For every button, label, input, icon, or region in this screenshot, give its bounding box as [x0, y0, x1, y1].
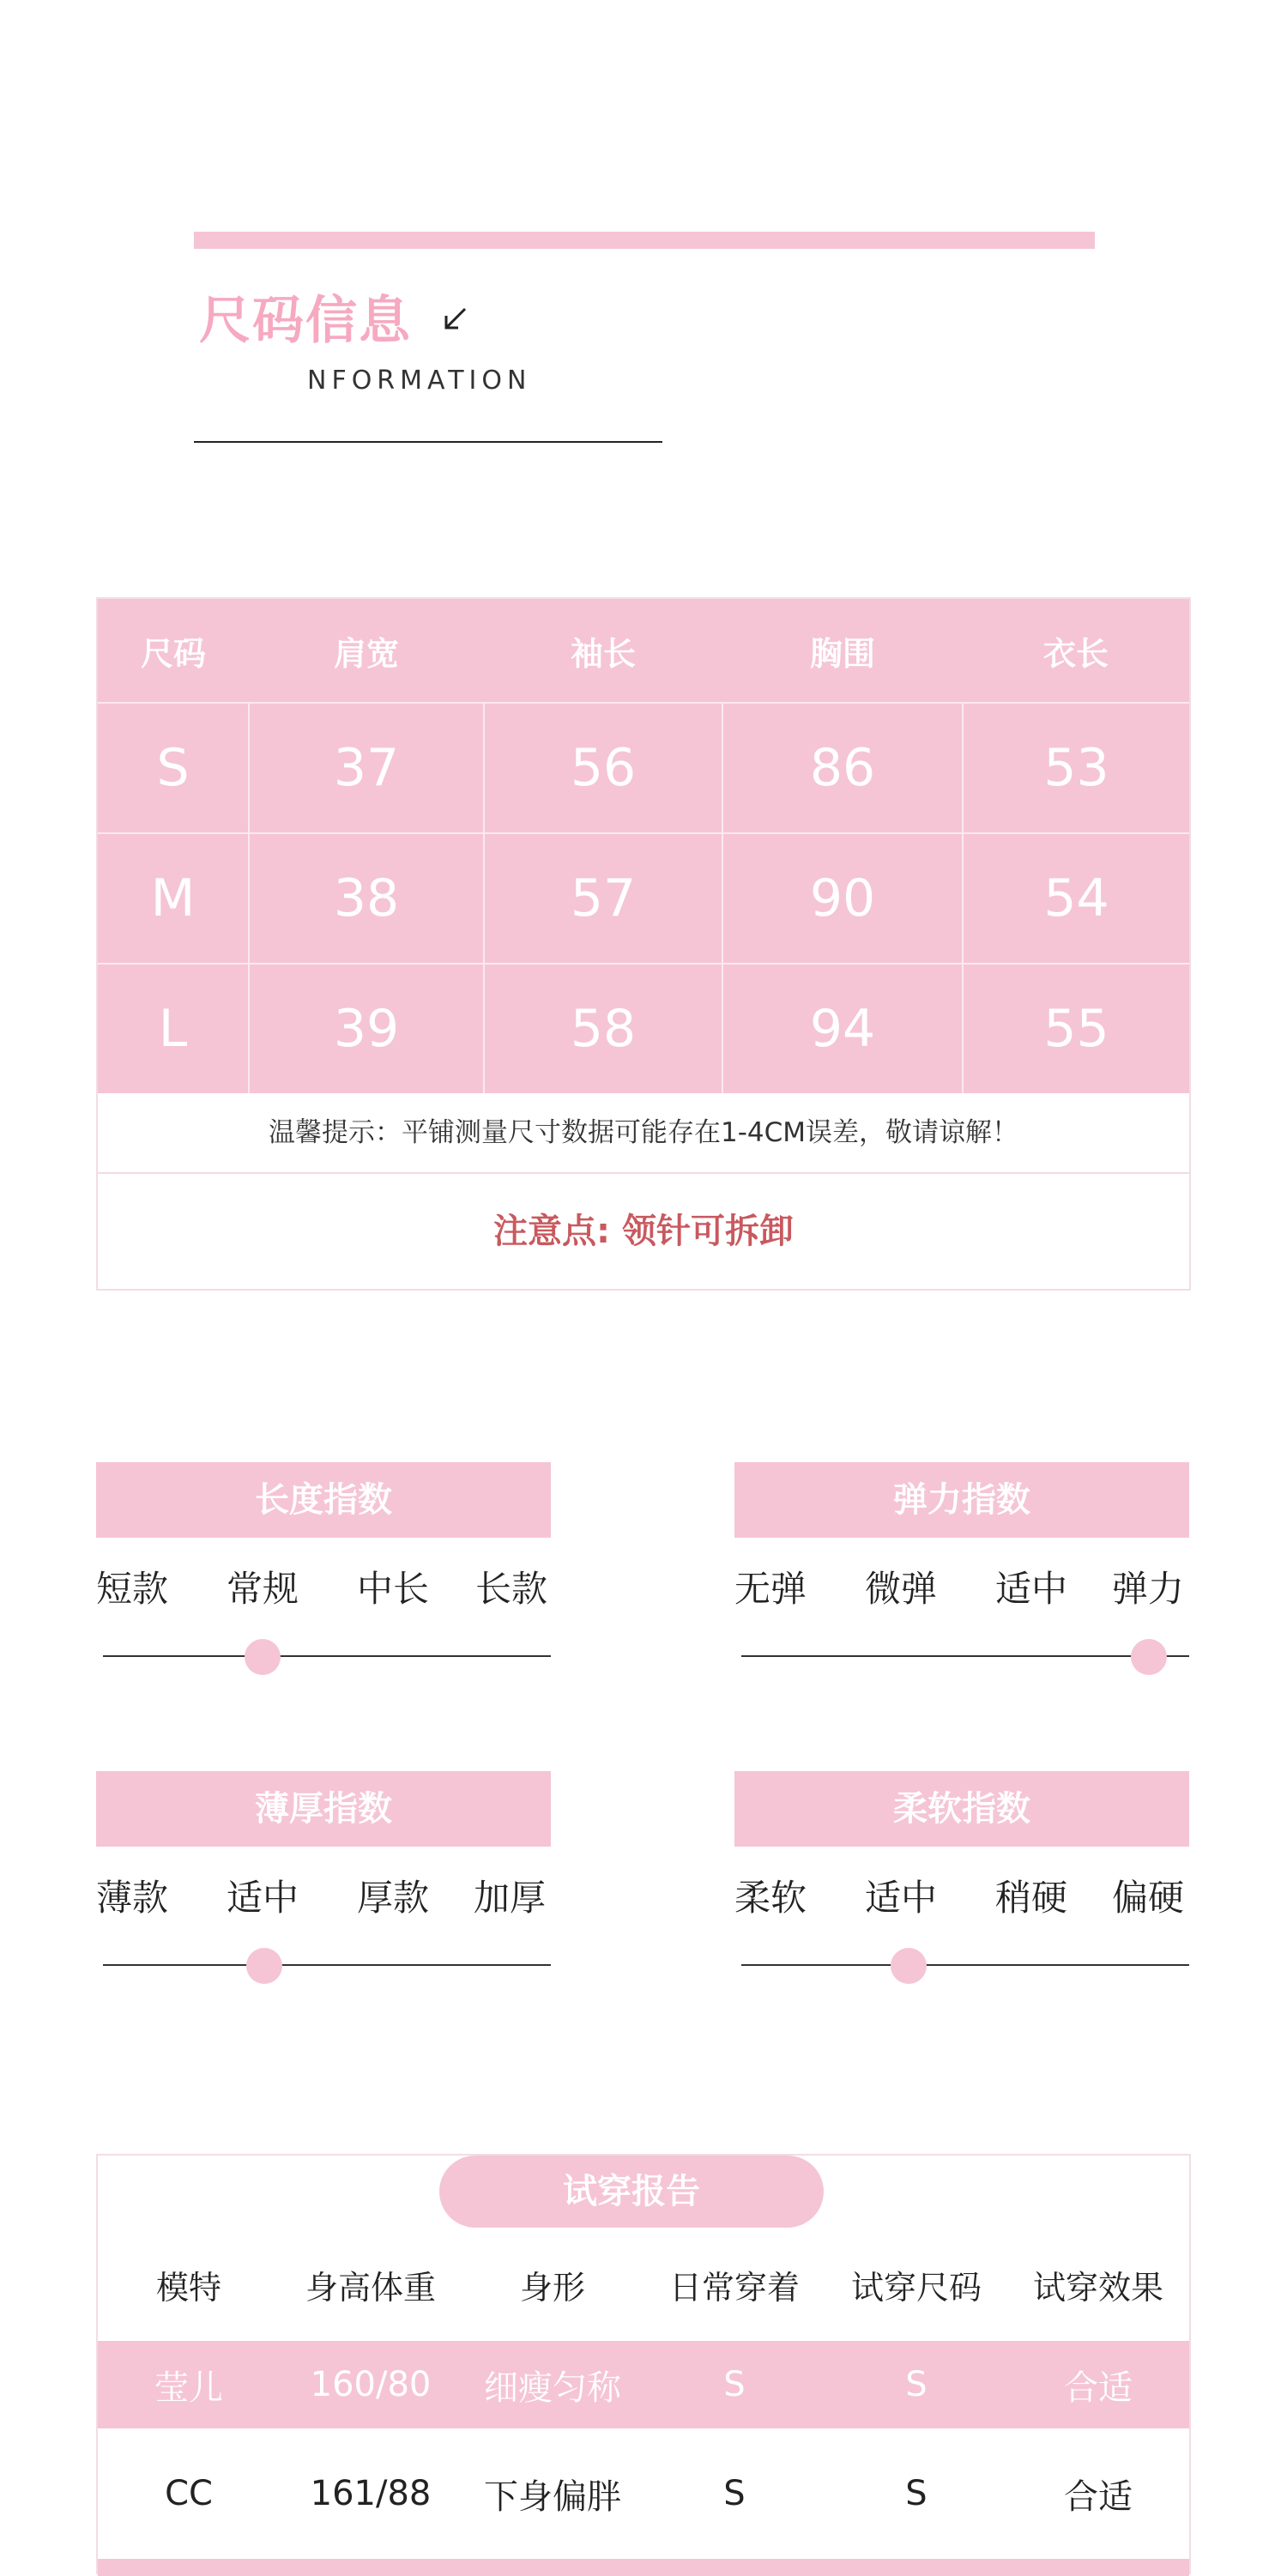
table-cell: 56: [484, 703, 722, 833]
column-header: 衣长: [963, 599, 1189, 703]
index-option: 稍硬: [995, 1877, 1068, 1919]
table-cell: 39: [249, 964, 484, 1093]
table-cell: 55: [963, 964, 1189, 1093]
table-cell: 94: [722, 964, 963, 1093]
size-table: [98, 599, 1189, 1093]
table-cell: 莹儿: [98, 2341, 280, 2428]
index-marker: [1131, 1639, 1167, 1675]
table-cell: 160/80: [280, 2341, 462, 2428]
report-table: [98, 2228, 1189, 2559]
index-title: 柔软指数: [734, 1771, 1189, 1847]
table-cell: CC: [165, 2474, 213, 2513]
index-marker: [891, 1948, 927, 1984]
index-option: 短款: [96, 1568, 169, 1610]
table-cell: M: [98, 833, 249, 964]
index-option: 适中: [227, 1877, 299, 1919]
measurement-tip: 温馨提示：平铺测量尺寸数据可能存在1-4CM误差，敬请谅解！: [98, 1093, 1189, 1174]
column-header: 模特: [155, 2268, 221, 2307]
table-row: [98, 2428, 1189, 2559]
table-cell: 161/88: [310, 2474, 432, 2513]
size-chart: [96, 597, 1191, 1291]
index-option: 长款: [475, 1568, 548, 1610]
index-title: 长度指数: [96, 1462, 551, 1538]
header-accent-bar: [194, 232, 1095, 249]
column-header: 身高体重: [305, 2268, 436, 2307]
report-next-row-band: [98, 2559, 1189, 2576]
thickness-index: [96, 1771, 551, 2029]
table-cell: 合适: [1007, 2341, 1189, 2428]
table-row: [98, 964, 1189, 1093]
index-scale-line: [103, 1964, 551, 1966]
table-cell: S: [644, 2341, 825, 2428]
index-title: 弹力指数: [734, 1462, 1189, 1538]
table-cell: S: [723, 2474, 746, 2513]
index-scale-line: [103, 1655, 551, 1657]
column-header: 胸围: [722, 599, 963, 703]
softness-index: [734, 1771, 1189, 2029]
arrow-down-left-icon: [438, 302, 472, 336]
table-row: [98, 833, 1189, 964]
table-cell: 细瘦匀称: [462, 2341, 644, 2428]
column-header: 肩宽: [249, 599, 484, 703]
index-option: 微弹: [865, 1568, 938, 1610]
table-cell: 38: [249, 833, 484, 964]
column-header: 试穿效果: [1032, 2268, 1163, 2307]
table-cell: 90: [722, 833, 963, 964]
table-cell: 57: [484, 833, 722, 964]
index-option: 常规: [227, 1568, 299, 1610]
length-index: [96, 1462, 551, 1720]
index-option: 偏硬: [1112, 1877, 1185, 1919]
index-option: 加厚: [474, 1877, 547, 1919]
section-title: 尺码信息: [199, 291, 412, 351]
attention-note: 注意点: 领针可拆卸: [493, 1212, 794, 1251]
index-option: 无弹: [734, 1568, 807, 1610]
table-cell: 86: [722, 703, 963, 833]
table-cell: 合适: [1064, 2476, 1133, 2517]
index-marker: [246, 1948, 282, 1984]
index-option: 厚款: [357, 1877, 430, 1919]
index-scale-line: [741, 1964, 1189, 1966]
table-cell: 54: [963, 833, 1189, 964]
report-title: 试穿报告: [439, 2156, 824, 2228]
table-cell: 37: [249, 703, 484, 833]
section-subtitle: NFORMATION: [307, 366, 532, 396]
size-table-header: [98, 599, 1189, 703]
index-option: 中长: [357, 1568, 430, 1610]
column-header: 身形: [519, 2268, 585, 2307]
table-cell: S: [825, 2341, 1007, 2428]
table-cell: 58: [484, 964, 722, 1093]
column-header: 袖长: [484, 599, 722, 703]
report-header-row: [98, 2228, 1189, 2341]
index-option: 适中: [865, 1877, 938, 1919]
column-header: 日常穿着: [668, 2268, 800, 2307]
elasticity-index: [734, 1462, 1189, 1720]
header-underline: [194, 441, 662, 443]
index-option: 适中: [995, 1568, 1068, 1610]
index-option: 柔软: [734, 1877, 807, 1919]
table-row: [98, 2341, 1189, 2428]
index-option: 弹力: [1112, 1568, 1185, 1610]
index-option: 薄款: [96, 1877, 169, 1919]
column-header: 尺码: [98, 599, 249, 703]
try-on-report: [96, 2154, 1191, 2574]
table-cell: L: [98, 964, 249, 1093]
table-cell: S: [98, 703, 249, 833]
column-header: 试穿尺码: [850, 2268, 982, 2307]
table-cell: 下身偏胖: [484, 2476, 621, 2517]
index-scale-line: [741, 1655, 1189, 1657]
index-title: 薄厚指数: [96, 1771, 551, 1847]
table-cell: S: [905, 2474, 927, 2513]
table-row: [98, 703, 1189, 833]
index-marker: [245, 1639, 281, 1675]
table-cell: 53: [963, 703, 1189, 833]
